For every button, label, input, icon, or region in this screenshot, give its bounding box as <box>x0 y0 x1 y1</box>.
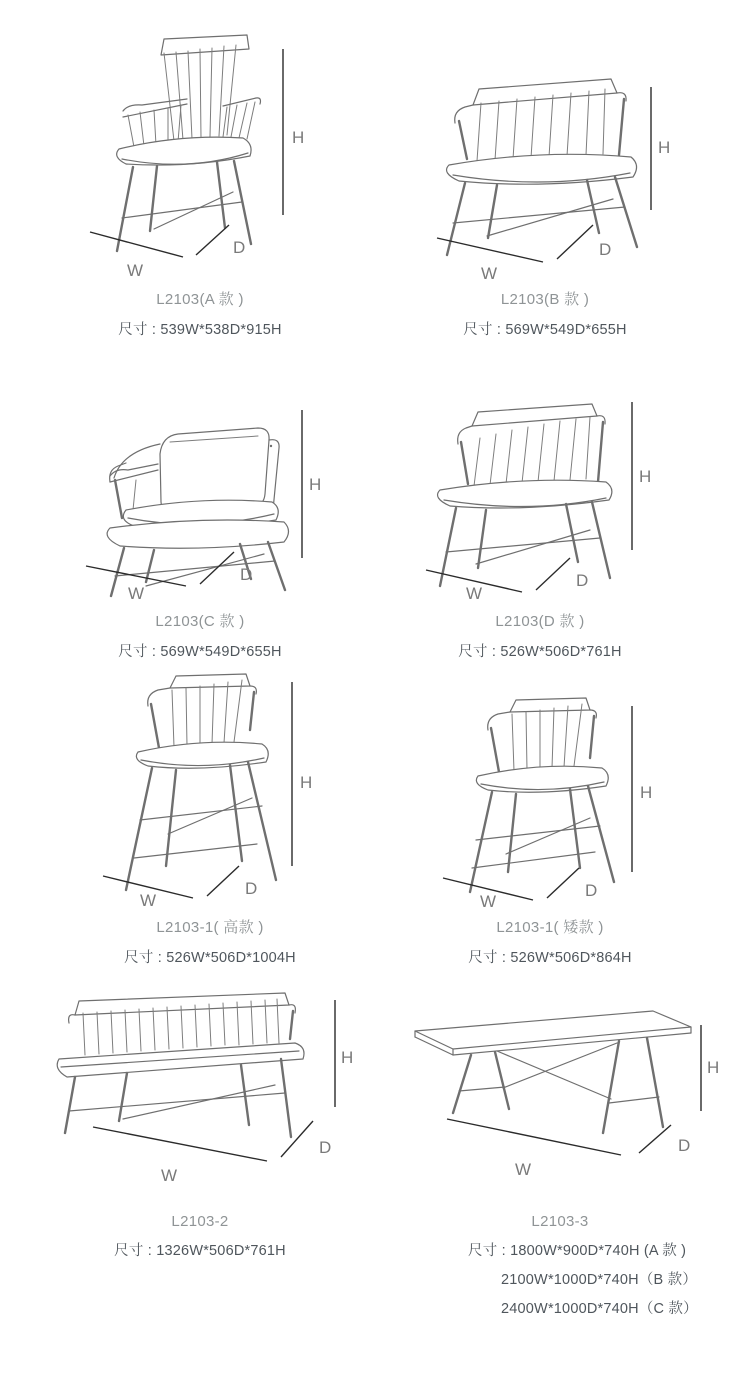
product-size: 尺寸 : 539W*538D*915H <box>118 322 282 338</box>
product-card-a <box>55 25 345 339</box>
stool-sketch <box>126 674 276 890</box>
height-label: H <box>309 475 322 494</box>
height-label: H <box>292 128 305 147</box>
depth-label: D <box>233 238 246 257</box>
product-card-bench <box>30 985 370 1260</box>
width-label: W <box>480 892 497 908</box>
drawing-armchair-low-back-icon <box>415 25 675 280</box>
product-code: L2103(B 款 ) <box>500 291 590 308</box>
chair-sketch <box>117 35 261 251</box>
product-code: L2103-3 <box>531 1213 589 1230</box>
product-size-line: 2400W*1000D*740H（C 款） <box>501 1301 698 1317</box>
height-label: H <box>639 467 652 486</box>
product-card-stool-high <box>70 668 350 967</box>
width-dimension-line <box>437 238 543 262</box>
chair-sketch <box>447 79 637 255</box>
width-label: W <box>515 1160 532 1179</box>
bench-sketch <box>57 993 304 1137</box>
height-label: H <box>300 773 313 792</box>
product-size: 尺寸 : 526W*506D*864H <box>468 950 632 966</box>
drawing-bar-stool-low-icon <box>425 668 675 908</box>
product-code: L2103-1( 矮款 ) <box>496 919 604 936</box>
product-code: L2103-2 <box>171 1213 229 1230</box>
depth-dimension-line <box>281 1121 313 1157</box>
depth-label: D <box>240 565 253 584</box>
depth-dimension-line <box>207 866 239 896</box>
table-sketch <box>415 1011 691 1133</box>
chair-sketch <box>107 428 288 596</box>
depth-label: D <box>678 1136 691 1155</box>
width-dimension-line <box>90 232 183 257</box>
width-dimension-line <box>93 1127 267 1161</box>
depth-label: D <box>576 571 589 590</box>
product-size-line: 尺寸 : 1800W*900D*740H (A 款 ) <box>468 1243 687 1259</box>
product-card-c <box>55 390 345 661</box>
drawing-dining-table-icon <box>395 985 725 1197</box>
product-size: 尺寸 : 1326W*506D*761H <box>114 1243 286 1259</box>
height-label: H <box>707 1058 720 1077</box>
dimension-annotations <box>103 682 312 908</box>
depth-dimension-line <box>557 225 593 259</box>
product-size: 尺寸 : 526W*506D*761H <box>458 644 622 660</box>
drawing-bar-stool-high-icon <box>85 668 335 908</box>
drawing-armchair-high-back-icon <box>70 25 330 280</box>
drawing-bench-icon <box>35 985 365 1197</box>
width-label: W <box>127 261 144 280</box>
product-size: 尺寸 : 569W*549D*655H <box>118 644 282 660</box>
depth-label: D <box>585 881 598 900</box>
depth-label: D <box>599 240 612 259</box>
drawing-side-chair-icon <box>410 390 670 602</box>
depth-label: D <box>245 879 258 898</box>
depth-label: D <box>319 1138 332 1157</box>
width-label: W <box>466 584 483 602</box>
chair-sketch <box>438 404 612 586</box>
depth-dimension-line <box>536 558 570 590</box>
product-size: 尺寸 : 569W*549D*655H <box>463 322 627 338</box>
product-card-stool-low <box>410 668 690 967</box>
product-card-d <box>395 390 685 661</box>
height-label: H <box>341 1048 354 1067</box>
dimension-annotations <box>90 49 304 280</box>
width-label: W <box>128 584 145 602</box>
dimension-annotations <box>443 706 652 908</box>
product-code: L2103(C 款 ) <box>155 613 245 630</box>
width-label: W <box>140 891 157 908</box>
width-label: W <box>161 1166 178 1185</box>
height-label: H <box>640 783 653 802</box>
dimension-annotations <box>447 1025 719 1179</box>
width-label: W <box>481 264 498 280</box>
product-code: L2103(A 款 ) <box>156 291 244 308</box>
width-dimension-line <box>86 566 186 586</box>
product-size: 尺寸 : 526W*506D*1004H <box>124 950 296 966</box>
drawing-armchair-cushioned-icon <box>70 390 330 602</box>
dimension-annotations <box>93 1000 353 1185</box>
height-label: H <box>658 138 671 157</box>
product-code: L2103-1( 高款 ) <box>156 919 264 936</box>
product-code: L2103(D 款 ) <box>495 613 585 630</box>
product-card-table <box>390 985 730 1326</box>
width-dimension-line <box>447 1119 621 1155</box>
product-size-line: 2100W*1000D*740H（B 款） <box>501 1272 698 1288</box>
depth-dimension-line <box>196 225 229 255</box>
depth-dimension-line <box>639 1125 671 1153</box>
stool-sketch <box>470 698 614 892</box>
product-card-b <box>400 25 690 339</box>
product-size-list <box>468 1239 730 1318</box>
depth-dimension-line <box>547 868 579 898</box>
